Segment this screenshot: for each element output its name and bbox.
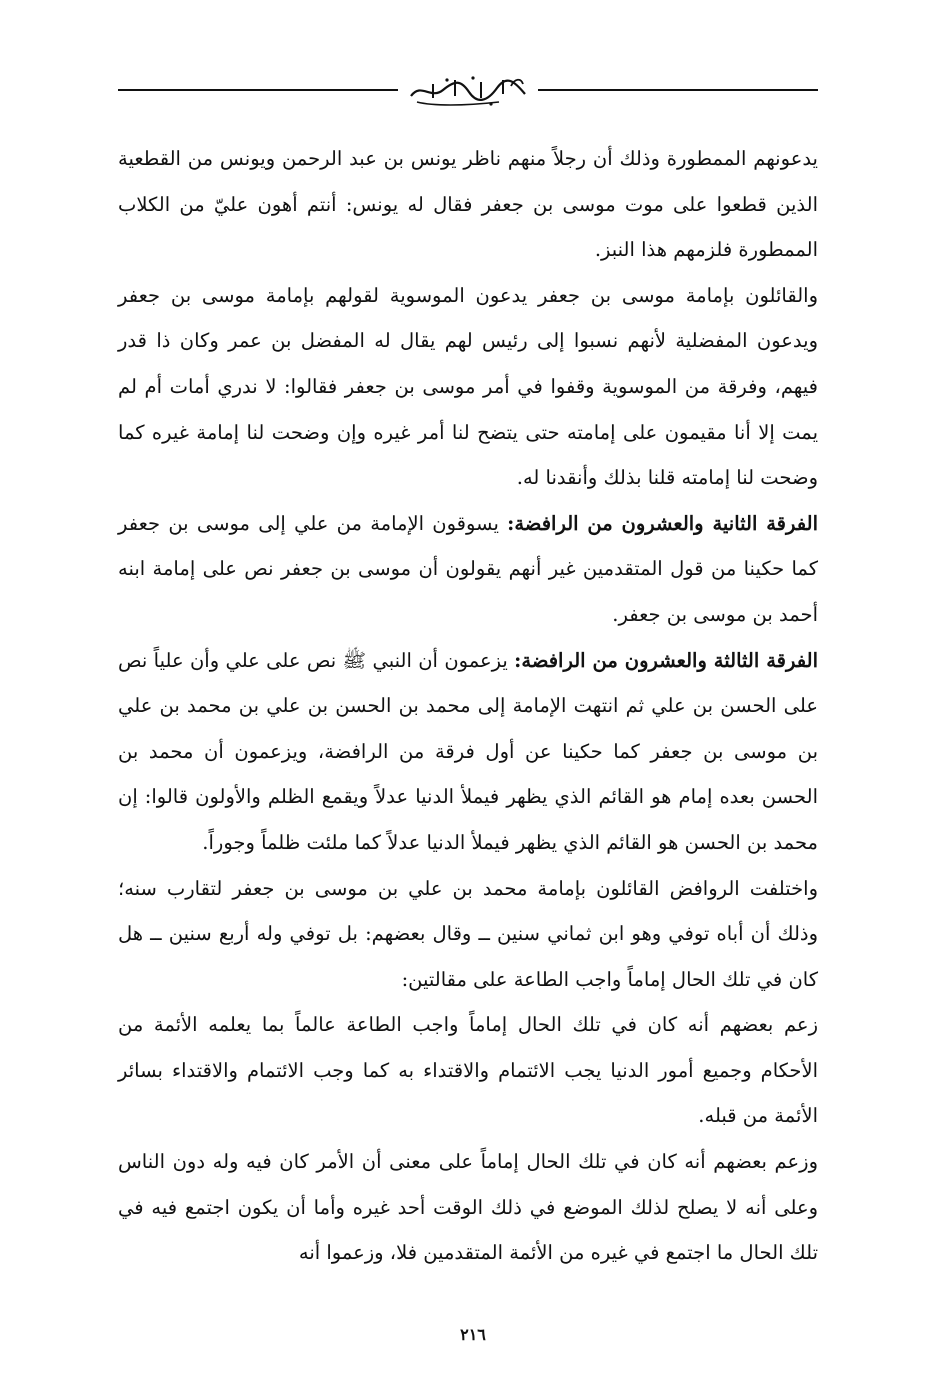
paragraph-2 — [118, 273, 818, 501]
paragraph-4 — [118, 638, 818, 866]
paragraph-text: يدعونهم الممطورة وذلك أن رجلاً منهم ناظر يونس بن عبد الرحمن ويونس من القطعية الذين قطعوا على موت موسى بن جعفر فقال له يونس: أنتم أهون عليّ من الكلاب الممطورة فلزمهم هذا النبز. — [118, 147, 818, 262]
paragraph-5 — [118, 866, 818, 1003]
paragraph-text: وزعم بعضهم أنه كان في تلك الحال إماماً على معنى أن الأمر كان فيه وله دون الناس وعلى أنه لا يصلح لذلك الموضع في ذلك الوقت أحد غيره وأما أن يكون اجتمع فيه في تلك الحال ما اجتمع في غيره من الأئمة المتقدمين فلا، وزعموا أنه — [118, 1150, 818, 1265]
paragraph-7 — [118, 1139, 818, 1276]
page-number: ٢١٦ — [460, 1325, 486, 1344]
paragraph-text: يسوقون الإمامة من علي إلى موسى بن جعفر كما حكينا من قول المتقدمين غير أنهم يقولون أن موسى بن جعفر نص على إمامة ابنه أحمد بن موسى بن جعفر. — [118, 511, 818, 626]
section-heading: الفرقة الثالثة والعشرون من الرافضة: — [514, 648, 818, 672]
paragraph-1 — [118, 136, 818, 273]
calligraphy-logo-icon — [403, 72, 533, 108]
paragraph-6 — [118, 1002, 818, 1139]
header-rule-right — [538, 89, 818, 91]
paragraph-text: واختلفت الروافض القائلون بإمامة محمد بن علي بن موسى بن جعفر لتقارب سنه؛ وذلك أن أباه توفي وهو ابن ثماني سنين ــ وقال بعضهم: بل توفي وله أربع سنين ــ هل كان في تلك الحال إماماً واجب الطاعة على مقالتين: — [118, 876, 818, 991]
header-rule-left — [118, 89, 398, 91]
paragraph-3 — [118, 501, 818, 638]
paragraph-text: زعم بعضهم أنه كان في تلك الحال إماماً واجب الطاعة عالماً بما يعلمه الأئمة من الأحكام وجميع أمور الدنيا يجب الائتمام والاقتداء به كما وجب الائتمام والاقتداء بسائر الأئمة من قبله. — [118, 1013, 818, 1128]
body-text — [118, 136, 818, 1276]
page-header — [118, 70, 818, 110]
paragraph-text: والقائلون بإمامة موسى بن جعفر يدعون الموسوية لقولهم بإمامة موسى بن جعفر ويدعون المفضلية لأنهم نسبوا إلى رئيس لهم يقال له المفضل بن عمر وكان ذا قدر فيهم، وفرقة من الموسوية وقفوا في أمر موسى بن جعفر فقالوا: لا ندري أمات أم لم يمت إلا أنا مقيمون على إمامته حتى يتضح لنا أمر غيره وإن وضحت لنا إمامة غيره كما وضحت لنا إمامته قلنا بذلك وأنقدنا له. — [118, 283, 818, 490]
paragraph-text: يزعمون أن النبي ﷺ نص على علي وأن علياً نص على الحسن بن علي ثم انتهت الإمامة إلى محمد بن الحسن بن علي بن محمد بن علي بن موسى بن جعفر كما حكينا عن أول فرقة من الرافضة، ويزعمون أن محمد بن الحسن بعده إمام هو القائم الذي يظهر فيملأ الدنيا عدلاً ويقمع الظلم والأولون قالوا: إن محمد بن الحسن هو القائم الذي يظهر فيملأ الدنيا عدلاً كما ملئت ظلماً وجوراً. — [118, 648, 818, 854]
section-heading: الفرقة الثانية والعشرون من الرافضة: — [507, 511, 818, 535]
book-title-logo — [398, 70, 538, 110]
